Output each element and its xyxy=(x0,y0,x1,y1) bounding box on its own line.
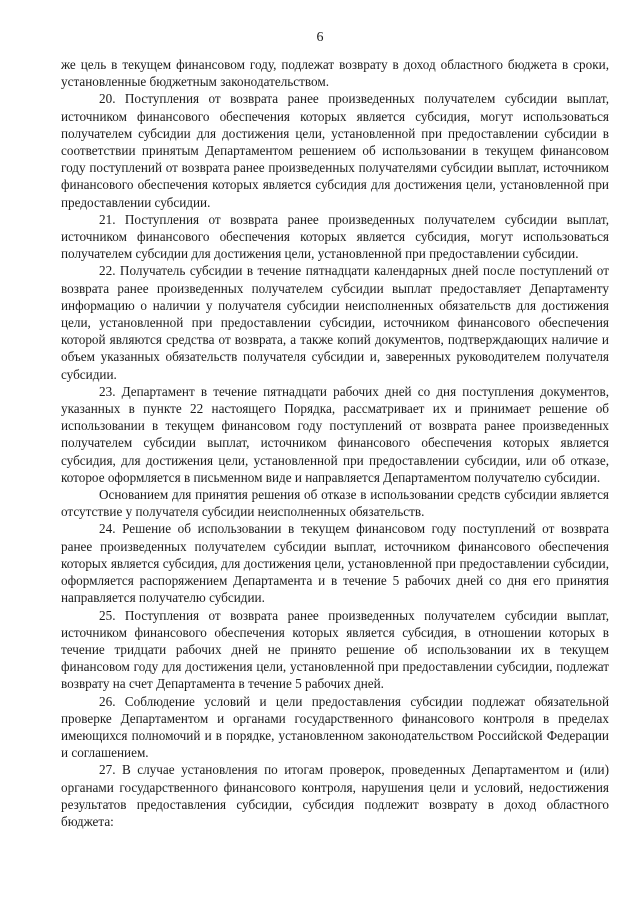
paragraph-item-26: 26. Соблюдение условий и цели предоставления субсидии подлежат обязательной проверке Департаментом и органами государственного финансового контроля в пределах имеющихся полномочий и в порядке, установленном законодательством Российской Федерации и соглашением. xyxy=(61,693,609,761)
paragraph-item-20: 20. Поступления от возврата ранее произведенных получателем субсидии выплат, источником финансового обеспечения которых является субсидия, могут использоваться получателем субсидии для достижения цели, установленной при предоставлении субсидии в соответствии принятым Департаментом решением об использовании в текущем финансовом году поступлений от возврата ранее произведенных получателями субсидии выплат, источником финансового обеспечения которых является субсидия для достижения цели, установленной при предоставлении субсидии. xyxy=(61,91,609,210)
paragraph-continuation: же цель в текущем финансовом году, подлежат возврату в доход областного бюджета в сроки, установленные бюджетным законодательством. xyxy=(61,57,609,90)
paragraph-item-21: 21. Поступления от возврата ранее произведенных получателем субсидии выплат, источником финансового обеспечения которых является субсидия, могут использоваться получателем субсидии для достижения цели, установленной при предоставлении субсидии. xyxy=(61,211,609,262)
paragraph-item-23: 23. Департамент в течение пятнадцати рабочих дней со дня поступления документов, указанных в пункте 22 настоящего Порядка, рассматривает их и принимает решение об использовании в текущем финансовом году поступлений от возврата ранее произведенных получателем субсидии выплат, источником финансового обеспечения которых является субсидия, для достижения цели, установленной при предоставлении субсидии, или об отказе, которое оформляется в письменном виде и направляется Департаментом получателю субсидии. xyxy=(61,383,609,485)
paragraph-refusal-basis: Основанием для принятия решения об отказе в использовании средств субсидии является отсутствие у получателя субсидии неисполненных обязательств. xyxy=(61,487,609,520)
paragraph-item-27: 27. В случае установления по итогам проверок, проведенных Департаментом и (или) органами государственного финансового контроля, нарушения цели и условий, недостижения результатов предоставления субсидии, субсидия подлежит возврату в доход областного бюджета: xyxy=(61,762,609,829)
page-number: 6 xyxy=(316,30,324,45)
paragraph-item-22: 22. Получатель субсидии в течение пятнадцати календарных дней после поступлений от возврата ранее произведенных получателем субсидии выплат предоставляет Департаменту информацию о наличии у получателя субсидии неисполненных обязательств для достижения цели, установленной при предоставлении субсидии, источником финансового обеспечения которой являются средства от возврата, а также копий документов, подтверждающих наличие и объем указанных обязательств получателя субсидии и, заверенных руководителем получателя субсидии. xyxy=(61,263,609,382)
paragraph-item-25: 25. Поступления от возврата ранее произведенных получателем субсидии выплат, источником финансового обеспечения которых является субсидия, в отношении которых в течение тридцати рабочих дней не принято решение об использовании их в текущем финансовом году для достижения цели, установленной при предоставлении субсидии, подлежат возврату на счет Департамента в течение 5 рабочих дней. xyxy=(61,607,609,692)
paragraph-item-24: 24. Решение об использовании в текущем финансовом году поступлений от возврата ранее произведенных получателем субсидии выплат, источником финансового обеспечения которых является субсидия, для достижения цели, установленной при предоставлении субсидии, оформляется распоряжением Департамента и в течение 5 рабочих дней со дня его принятия направляется получателю субсидии. xyxy=(61,521,609,606)
document-body xyxy=(61,56,609,830)
